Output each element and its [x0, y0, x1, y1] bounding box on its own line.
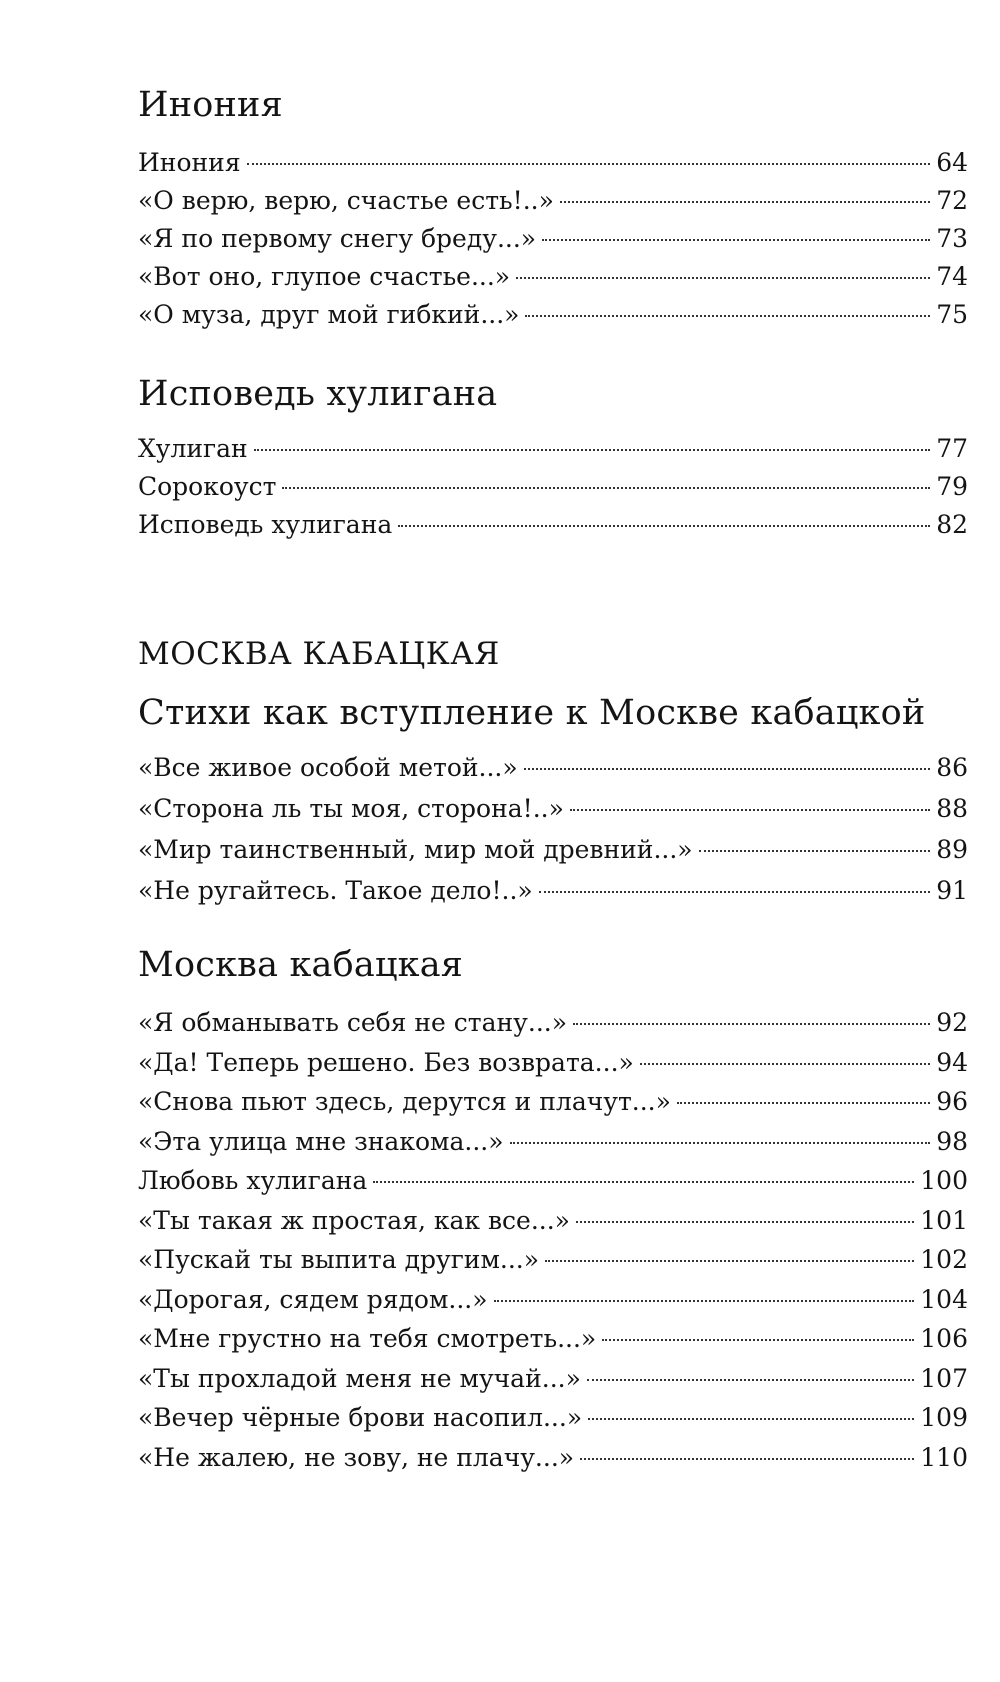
dot-leader	[545, 1260, 914, 1262]
entry-page: 98	[936, 1126, 968, 1156]
dot-leader	[373, 1181, 914, 1183]
entry-page: 86	[936, 753, 968, 782]
entry-title: «Да! Теперь решено. Без возврата...»	[138, 1047, 634, 1077]
entry-title: «Дорогая, сядем рядом...»	[138, 1284, 488, 1314]
section-heading-inonia: Инония	[138, 85, 283, 125]
entry-title: «Пускай ты выпита другим...»	[138, 1245, 540, 1274]
dot-leader	[576, 1221, 914, 1223]
dot-leader	[494, 1300, 915, 1302]
dot-leader	[573, 1023, 930, 1025]
entry-page: 96	[936, 1087, 968, 1116]
dot-leader	[247, 163, 931, 165]
entry-page: 102	[920, 1245, 968, 1274]
toc-list-inonia	[138, 144, 968, 334]
dot-leader	[282, 487, 930, 489]
entry-title: «Эта улица мне знакома...»	[138, 1126, 504, 1156]
entry-title: Сорокоуст	[138, 472, 277, 501]
dot-leader	[510, 1142, 931, 1144]
entry-page: 89	[936, 835, 968, 864]
entry-title: «Не жалею, не зову, не плачу...»	[138, 1442, 575, 1472]
toc-entry[interactable]	[138, 1004, 968, 1044]
entry-title: «Мне грустно на тебя смотреть...»	[138, 1324, 597, 1353]
dot-leader	[542, 239, 930, 241]
toc-entry[interactable]	[138, 506, 968, 544]
entry-title: «Снова пьют здесь, дерутся и плачут...»	[138, 1087, 671, 1116]
entry-title: Исповедь хулигана	[138, 510, 393, 539]
entry-title: «Вечер чёрные брови насопил...»	[138, 1403, 583, 1432]
section-heading-stikhi: Стихи как вступление к Москве кабацкой	[138, 693, 926, 733]
entry-page: 75	[936, 300, 968, 329]
entry-page: 88	[936, 794, 968, 823]
toc-entry[interactable]	[138, 1320, 968, 1360]
toc-entry[interactable]	[138, 468, 968, 506]
entry-page: 110	[920, 1442, 968, 1472]
dot-leader	[580, 1458, 914, 1460]
entry-page: 91	[936, 876, 968, 905]
entry-page: 109	[920, 1403, 968, 1432]
entry-page: 72	[936, 186, 968, 215]
entry-page: 64	[936, 148, 968, 177]
dot-leader	[587, 1379, 914, 1381]
toc-entry[interactable]	[138, 430, 968, 468]
toc-entry[interactable]	[138, 296, 968, 334]
dot-leader	[516, 277, 930, 279]
entry-title: Инония	[138, 148, 241, 177]
entry-page: 106	[920, 1324, 968, 1353]
entry-title: «О верю, верю, счастье есть!..»	[138, 186, 554, 215]
entry-title: «Не ругайтесь. Такое дело!..»	[138, 876, 533, 905]
entry-title: «Ты прохладой меня не мучай...»	[138, 1363, 581, 1393]
toc-entry[interactable]	[138, 1360, 968, 1400]
entry-title: Любовь хулигана	[138, 1166, 368, 1195]
entry-title: «Все живое особой метой...»	[138, 753, 518, 782]
entry-page: 77	[936, 434, 968, 463]
toc-entry[interactable]	[138, 1044, 968, 1084]
toc-entry[interactable]	[138, 1202, 968, 1242]
toc-list-moskva	[138, 1004, 968, 1478]
part-title: МОСКВА КАБАЦКАЯ	[138, 636, 500, 672]
entry-page: 74	[936, 262, 968, 291]
section-heading-ispoved: Исповедь хулигана	[138, 374, 498, 414]
toc-entry[interactable]	[138, 1281, 968, 1321]
toc-list-stikhi	[138, 749, 968, 913]
toc-entry[interactable]	[138, 144, 968, 182]
entry-page: 92	[936, 1008, 968, 1037]
entry-page: 82	[936, 510, 968, 539]
dot-leader	[699, 850, 931, 852]
dot-leader	[588, 1418, 914, 1420]
entry-title: Хулиган	[138, 434, 248, 463]
dot-leader	[398, 525, 930, 527]
dot-leader	[525, 315, 930, 317]
section-heading-moskva: Москва кабацкая	[138, 945, 464, 985]
toc-entry[interactable]	[138, 872, 968, 913]
dot-leader	[539, 891, 930, 893]
toc-entry[interactable]	[138, 1439, 968, 1479]
entry-page: 73	[936, 224, 968, 253]
entry-title: «Ты такая ж простая, как все...»	[138, 1205, 570, 1235]
entry-title: «Я по первому снегу бреду...»	[138, 224, 537, 253]
entry-page: 101	[920, 1205, 968, 1235]
toc-entry[interactable]	[138, 258, 968, 296]
entry-title: «Я обманывать себя не стану...»	[138, 1008, 568, 1037]
toc-entry[interactable]	[138, 1241, 968, 1281]
toc-entry[interactable]	[138, 220, 968, 258]
dot-leader	[570, 809, 930, 811]
entry-title: «Мир таинственный, мир мой древний...»	[138, 835, 693, 864]
dot-leader	[254, 449, 930, 451]
entry-title: «О муза, друг мой гибкий...»	[138, 300, 520, 329]
dot-leader	[640, 1063, 930, 1065]
toc-list-ispoved	[138, 430, 968, 544]
toc-entry[interactable]	[138, 1083, 968, 1123]
entry-page: 107	[920, 1363, 968, 1393]
entry-page: 100	[920, 1166, 968, 1195]
dot-leader	[524, 768, 931, 770]
entry-page: 79	[936, 472, 968, 501]
entry-page: 94	[936, 1047, 968, 1077]
dot-leader	[560, 201, 930, 203]
toc-entry[interactable]	[138, 749, 968, 790]
toc-entry[interactable]	[138, 1162, 968, 1202]
toc-entry[interactable]	[138, 831, 968, 872]
entry-title: «Сторона ль ты моя, сторона!..»	[138, 794, 564, 823]
dot-leader	[602, 1339, 914, 1341]
dot-leader	[677, 1102, 930, 1104]
entry-page: 104	[920, 1284, 968, 1314]
toc-entry[interactable]	[138, 182, 968, 220]
entry-title: «Вот оно, глупое счастье...»	[138, 262, 511, 291]
toc-entry[interactable]	[138, 790, 968, 831]
toc-entry[interactable]	[138, 1399, 968, 1439]
toc-entry[interactable]	[138, 1123, 968, 1163]
